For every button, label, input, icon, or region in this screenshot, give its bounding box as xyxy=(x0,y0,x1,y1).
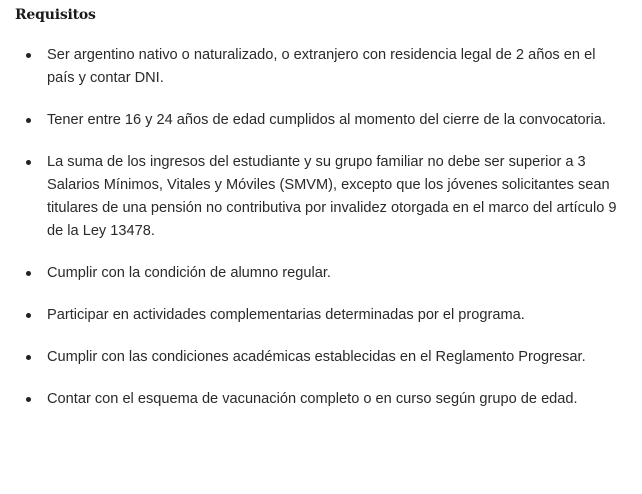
list-item: La suma de los ingresos del estudiante y su grupo familiar no debe ser superior a 3 Salarios Mínimos, Vitales y Móviles (SMVM), excepto que los jóvenes solicitantes sean titulares de una pensión no contributiva por invalidez otorgada en el marco del artículo 9 de la Ley 13478. xyxy=(47,151,627,243)
list-item: Contar con el esquema de vacunación completo o en curso según grupo de edad. xyxy=(47,388,627,411)
section-heading: Requisitos xyxy=(15,7,96,23)
list-item: Participar en actividades complementarias determinadas por el programa. xyxy=(47,304,627,327)
list-item: Tener entre 16 y 24 años de edad cumplidos al momento del cierre de la convocatoria. xyxy=(47,109,627,132)
list-item: Ser argentino nativo o naturalizado, o extranjero con residencia legal de 2 años en el país y contar DNI. xyxy=(47,44,627,90)
list-item: Cumplir con las condiciones académicas establecidas en el Reglamento Progresar. xyxy=(47,346,627,369)
list-item: Cumplir con la condición de alumno regular. xyxy=(47,262,627,285)
requirements-list xyxy=(0,44,627,430)
